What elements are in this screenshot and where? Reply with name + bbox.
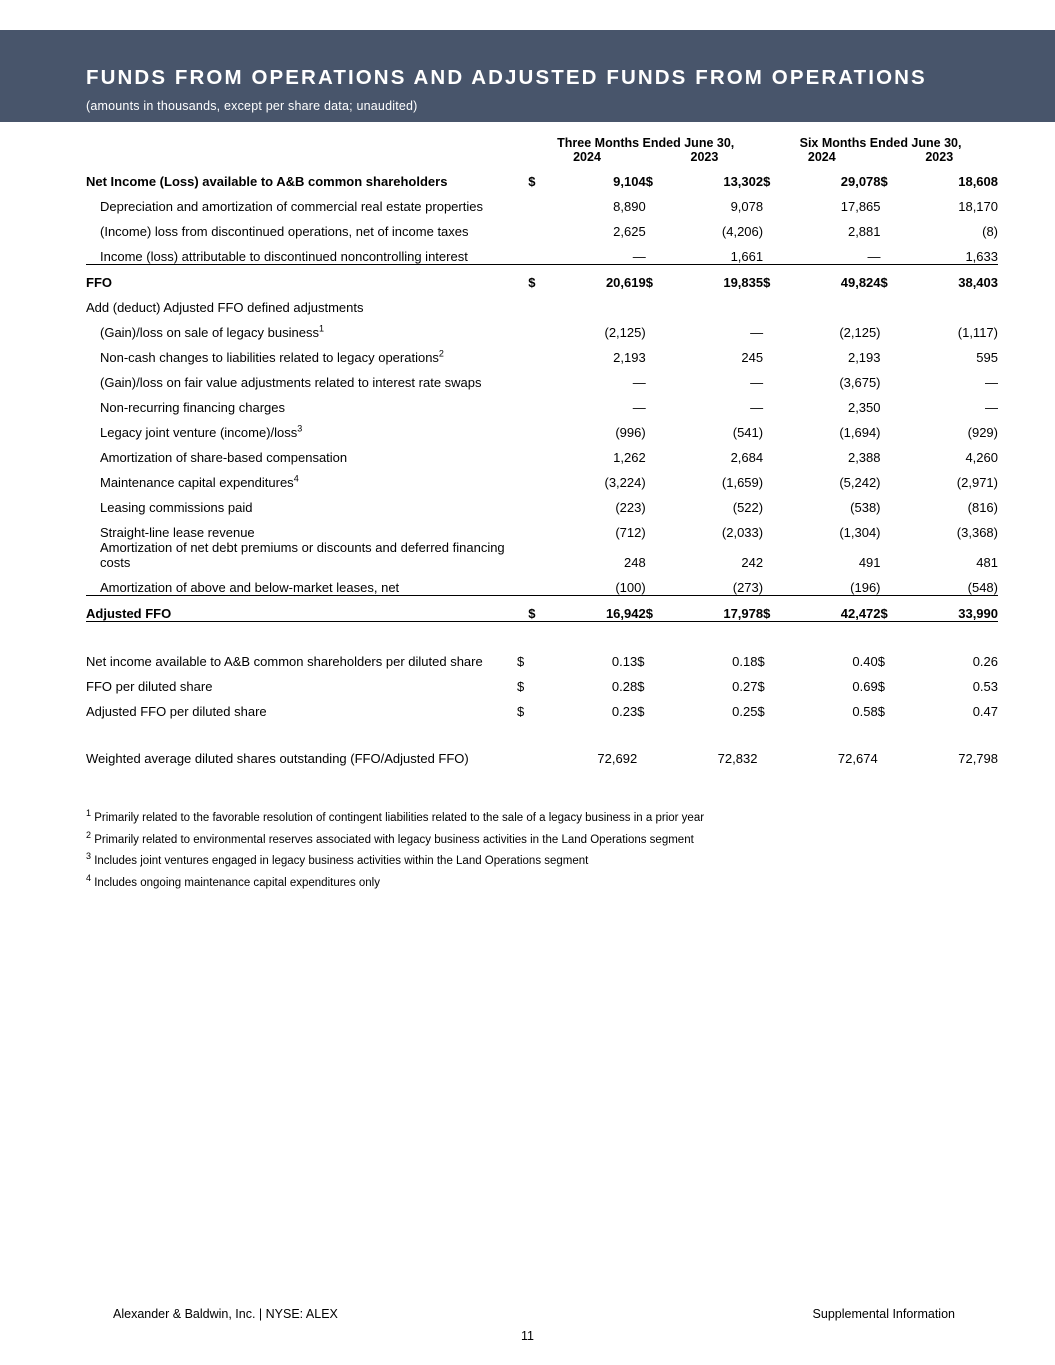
currency-symbol	[646, 440, 667, 465]
currency-symbol	[646, 490, 667, 515]
table-cell-value: (2,125)	[839, 325, 881, 340]
currency-symbol	[881, 415, 902, 440]
table-body	[86, 164, 998, 622]
table-cell-value: (4,206)	[721, 224, 764, 239]
table-cell-value: 0.25	[732, 704, 758, 719]
currency-symbol	[528, 415, 549, 440]
ffo-table	[86, 136, 998, 622]
table-cell-value: (8)	[982, 224, 998, 239]
currency-symbol: $	[528, 265, 549, 291]
table-cell-value: (2,033)	[721, 525, 764, 540]
table-row	[86, 340, 998, 365]
table-cell-value: 491	[858, 555, 881, 570]
table-row	[86, 490, 998, 515]
currency-symbol: $	[881, 265, 902, 291]
currency-symbol: $	[516, 704, 525, 719]
currency-symbol	[646, 340, 667, 365]
table-row	[86, 164, 998, 189]
table-cell-value: 248	[624, 555, 646, 570]
table-cell-value: 1,262	[613, 450, 646, 465]
table-cell-value	[785, 290, 881, 315]
table-cell-value	[902, 290, 998, 315]
table-cell-value: 9,104	[613, 174, 646, 189]
table-cell-value: 0.27	[732, 679, 758, 694]
table-cell-value: 481	[976, 555, 998, 570]
currency-symbol: $	[877, 679, 885, 694]
table-row	[86, 214, 998, 239]
currency-symbol	[763, 440, 784, 465]
table-cell-value: 29,078	[840, 174, 881, 189]
table-cell-value: 17,865	[840, 199, 881, 214]
currency-symbol	[763, 189, 784, 214]
table-row	[86, 669, 998, 694]
currency-symbol: $	[763, 265, 784, 291]
page-subtitle: (amounts in thousands, except per share data; unaudited)	[86, 99, 418, 113]
table-row	[86, 540, 998, 570]
row-label: Depreciation and amortization of commercial real estate properties	[100, 199, 483, 214]
row-label: Legacy joint venture (income)/loss$^3$	[100, 423, 303, 440]
currency-symbol: $	[637, 654, 645, 669]
currency-symbol	[528, 214, 549, 239]
currency-symbol	[763, 214, 784, 239]
currency-symbol: $	[646, 596, 667, 622]
currency-symbol	[528, 490, 549, 515]
table-cell-value: (538)	[850, 500, 881, 515]
currency-symbol	[881, 315, 902, 340]
table-cell-value: 242	[741, 555, 764, 570]
row-label: Income (loss) attributable to discontinued noncontrolling interest	[100, 249, 468, 264]
footnote-marker: 4	[86, 872, 92, 883]
table-cell-value: (5,242)	[839, 475, 881, 490]
table-row	[86, 390, 998, 415]
currency-symbol: $	[880, 174, 888, 189]
year-header-q2-2024: 2024	[573, 150, 601, 164]
currency-symbol	[646, 540, 667, 570]
table-cell-value: 72,832	[717, 751, 758, 766]
per-share-table	[86, 622, 998, 766]
currency-symbol	[881, 390, 902, 415]
currency-symbol	[763, 515, 784, 540]
currency-symbol	[637, 741, 659, 766]
table-cell-value: 2,193	[847, 350, 881, 365]
table-cell-value: 0.58	[852, 704, 878, 719]
row-label: Straight-line lease revenue	[100, 525, 255, 540]
currency-symbol	[528, 365, 549, 390]
currency-symbol	[763, 239, 784, 265]
currency-symbol	[528, 465, 549, 490]
table-row	[86, 415, 998, 440]
table-cell-value: (1,304)	[839, 525, 881, 540]
table-cell-value	[550, 290, 646, 315]
footnote: $^2$ Primarily related to environmental reserves associated with legacy business activities in the Land Operations segment	[86, 829, 694, 846]
table-cell-value: (100)	[615, 580, 646, 595]
year-header-ytd-2024: 2024	[807, 150, 836, 164]
table-cell-value: (2,125)	[604, 325, 646, 340]
table-cell-value: 33,990	[902, 596, 998, 622]
table-cell-value: (2,971)	[956, 475, 998, 490]
table-cell-value: 1,661	[730, 249, 764, 264]
currency-symbol	[528, 540, 549, 570]
table-cell-value: (1,117)	[957, 325, 998, 340]
currency-symbol: $	[763, 596, 784, 622]
page-title: FUNDS FROM OPERATIONS AND ADJUSTED FUNDS FROM OPERATIONS	[86, 66, 927, 89]
currency-symbol: $	[646, 265, 667, 291]
table-cell-value: 72,692	[597, 751, 638, 766]
currency-symbol	[646, 290, 667, 315]
row-label: Non-cash changes to liabilities related to legacy operations$^2$	[100, 348, 444, 365]
currency-symbol	[881, 214, 902, 239]
table-cell-value: 13,302	[723, 174, 764, 189]
year-header-spacer	[86, 150, 528, 164]
table-row	[86, 570, 998, 596]
table-cell-value: 72,674	[837, 751, 878, 766]
footnote-marker: 2	[86, 829, 92, 840]
row-label: Net income available to A&B common shareholders per diluted share	[86, 654, 483, 669]
currency-symbol	[757, 741, 779, 766]
group-header-six-months: Six Months Ended June 30,	[799, 136, 962, 150]
group-header-row	[86, 136, 998, 150]
table-row	[86, 644, 998, 669]
currency-symbol	[763, 365, 784, 390]
table-row	[86, 465, 998, 490]
table-cell-value: (522)	[732, 500, 764, 515]
currency-symbol: $	[757, 654, 765, 669]
row-label: Amortization of net debt premiums or discounts and deferred financing costs	[100, 540, 505, 570]
row-label: (Gain)/loss on sale of legacy business$^1$	[100, 323, 324, 340]
footnote: $^3$ Includes joint ventures engaged in legacy business activities within the Land Operations segment	[86, 851, 589, 867]
table-cell-value	[667, 290, 763, 315]
currency-symbol: $	[637, 704, 645, 719]
currency-symbol: $	[528, 174, 536, 189]
currency-symbol	[763, 290, 784, 315]
table-cell-value: 1,633	[965, 249, 998, 264]
currency-symbol: $	[645, 174, 653, 189]
currency-symbol	[881, 515, 902, 540]
currency-symbol	[763, 540, 784, 570]
table-cell-value: 18,170	[958, 199, 998, 214]
table-cell-value: 8,890	[613, 199, 646, 214]
currency-symbol	[763, 340, 784, 365]
table-row	[86, 741, 998, 766]
table-cell-value: (273)	[732, 580, 764, 595]
table-cell-value: 20,619	[550, 265, 646, 291]
footnote: $^1$ Primarily related to the favorable resolution of contingent liabilities related to the sale of a legacy business in a prior year	[86, 808, 705, 824]
table-cell-value: 18,608	[958, 174, 998, 189]
currency-symbol	[646, 239, 667, 265]
table-cell-value: 4,260	[965, 450, 998, 465]
table-row	[86, 189, 998, 214]
table-row	[86, 265, 998, 291]
currency-symbol	[763, 570, 784, 596]
currency-symbol	[528, 239, 549, 265]
currency-symbol	[646, 315, 667, 340]
currency-symbol	[881, 440, 902, 465]
table-cell-value: (541)	[732, 425, 764, 440]
group-header-three-months: Three Months Ended June 30,	[557, 136, 735, 150]
table-cell-value: 16,942	[550, 596, 646, 622]
table-cell-value: 17,978	[667, 596, 763, 622]
currency-symbol	[528, 440, 549, 465]
row-label: Non-recurring financing charges	[100, 400, 285, 415]
footnotes	[86, 808, 986, 894]
table-cell-value: 595	[976, 350, 998, 365]
table-cell-value: (3,368)	[956, 525, 998, 540]
year-header-q2-2023: 2023	[690, 150, 719, 164]
table-cell-value: —	[750, 375, 764, 390]
footnote-marker: 3	[86, 851, 92, 862]
currency-symbol: $	[757, 679, 765, 694]
footer-doc-type: Supplemental Information	[812, 1307, 955, 1321]
currency-symbol: $	[881, 596, 902, 622]
table-cell-value: —	[985, 400, 998, 415]
table-cell-value: 38,403	[902, 265, 998, 291]
table-cell-value: 0.69	[852, 679, 878, 694]
table-cell-value: —	[632, 375, 646, 390]
table-row	[86, 365, 998, 390]
table-row	[86, 694, 998, 719]
table-cell-value: —	[750, 325, 764, 340]
table-cell-value: 2,388	[847, 450, 881, 465]
currency-symbol: $	[757, 704, 765, 719]
row-label: Adjusted FFO	[86, 596, 528, 622]
table-cell-value: 2,881	[847, 224, 881, 239]
currency-symbol	[517, 741, 539, 766]
currency-symbol	[646, 390, 667, 415]
currency-symbol	[763, 315, 784, 340]
table-row	[86, 440, 998, 465]
table-cell-value: 9,078	[730, 199, 764, 214]
currency-symbol	[881, 365, 902, 390]
currency-symbol: $	[877, 654, 885, 669]
footer-page-number: 11	[521, 1329, 534, 1343]
table-cell-value: 0.26	[972, 654, 998, 669]
footer-company: Alexander & Baldwin, Inc. | NYSE: ALEX	[113, 1307, 338, 1321]
footnote-marker: 3	[297, 423, 303, 434]
table-cell-value: 0.28	[611, 679, 638, 694]
currency-symbol	[528, 390, 549, 415]
currency-symbol	[646, 415, 667, 440]
currency-symbol: $	[516, 654, 525, 669]
table-header	[86, 136, 998, 164]
currency-symbol: $	[763, 174, 771, 189]
row-label: (Income) loss from discontinued operations, net of income taxes	[100, 224, 469, 239]
row-label: Amortization of share-based compensation	[100, 450, 348, 465]
row-label: Leasing commissions paid	[100, 500, 253, 515]
table-cell-value: (816)	[967, 500, 998, 515]
table-cell-value: —	[985, 375, 998, 390]
table-cell-value: 2,625	[613, 224, 646, 239]
table-cell-value: 0.47	[972, 704, 998, 719]
currency-symbol: $	[637, 679, 645, 694]
footnote-marker: 2	[438, 348, 444, 359]
currency-symbol	[528, 570, 549, 596]
table-cell-value: 245	[741, 350, 764, 365]
table-cell-value: (196)	[850, 580, 881, 595]
row-label: Net Income (Loss) available to A&B common shareholders	[86, 174, 448, 189]
table-cell-value: (929)	[967, 425, 998, 440]
currency-symbol	[646, 570, 667, 596]
currency-symbol	[763, 390, 784, 415]
table-cell-value: 0.18	[732, 654, 758, 669]
year-header-row	[86, 150, 998, 164]
footnote-marker: 1	[86, 808, 92, 819]
table-cell-value: 0.23	[611, 704, 638, 719]
spacer	[86, 719, 998, 741]
table-row	[86, 290, 998, 315]
spacer	[86, 622, 998, 644]
table-cell-value: (3,675)	[839, 375, 881, 390]
table-cell-value: 0.13	[611, 654, 638, 669]
table-cell-value: (996)	[615, 425, 646, 440]
currency-symbol	[646, 515, 667, 540]
currency-symbol	[528, 515, 549, 540]
row-label: FFO per diluted share	[86, 679, 213, 694]
table-cell-value: 2,350	[847, 400, 881, 415]
currency-symbol	[881, 540, 902, 570]
currency-symbol	[528, 189, 549, 214]
row-label: Weighted average diluted shares outstanding (FFO/Adjusted FFO)	[86, 751, 469, 766]
currency-symbol	[881, 189, 902, 214]
currency-symbol	[646, 214, 667, 239]
row-label: Adjusted FFO per diluted share	[86, 704, 267, 719]
currency-symbol	[881, 239, 902, 265]
table-cell-value: (3,224)	[604, 475, 646, 490]
table-row	[86, 315, 998, 340]
currency-symbol	[528, 315, 549, 340]
table-cell-value: 0.53	[972, 679, 998, 694]
currency-symbol: $	[877, 704, 885, 719]
currency-symbol	[881, 490, 902, 515]
currency-symbol	[881, 340, 902, 365]
currency-symbol	[763, 415, 784, 440]
table-cell-value: 2,193	[613, 350, 646, 365]
table-cell-value: 42,472	[785, 596, 881, 622]
currency-symbol	[878, 741, 900, 766]
currency-symbol	[646, 365, 667, 390]
table-row	[86, 515, 998, 540]
currency-symbol	[528, 340, 549, 365]
currency-symbol: $	[528, 596, 549, 622]
table-row	[86, 239, 998, 265]
table-cell-value: 19,835	[667, 265, 763, 291]
row-label: Maintenance capital expenditures$^4$	[100, 473, 299, 490]
table-cell-value: (712)	[615, 525, 646, 540]
table-cell-value: —	[632, 400, 646, 415]
row-label: (Gain)/loss on fair value adjustments related to interest rate swaps	[100, 375, 482, 390]
table-cell-value: —	[867, 249, 881, 264]
table-cell-value: 2,684	[730, 450, 764, 465]
row-label: Amortization of above and below-market leases, net	[100, 580, 400, 595]
currency-symbol	[646, 189, 667, 214]
table-cell-value: 72,798	[958, 751, 998, 766]
table-cell-value: (223)	[615, 500, 646, 515]
table-cell-value: (548)	[967, 580, 998, 595]
table-cell-value: 0.40	[852, 654, 878, 669]
footnote-marker: 4	[293, 473, 299, 484]
footnote: $^4$ Includes ongoing maintenance capital expenditures only	[86, 872, 380, 889]
currency-symbol	[881, 465, 902, 490]
currency-symbol	[763, 490, 784, 515]
year-header-ytd-2023: 2023	[925, 150, 954, 164]
per-share-body	[86, 622, 998, 766]
currency-symbol	[646, 465, 667, 490]
footnote-marker: 1	[318, 323, 324, 334]
row-label: FFO	[86, 265, 528, 291]
currency-symbol: $	[516, 679, 525, 694]
table-row	[86, 596, 998, 622]
table-cell-value: 49,824	[785, 265, 881, 291]
financial-table-container	[86, 136, 998, 766]
currency-symbol	[881, 570, 902, 596]
table-cell-value: —	[632, 249, 646, 264]
table-cell-value: (1,659)	[721, 475, 764, 490]
currency-symbol	[528, 290, 549, 315]
table-cell-value: (1,694)	[839, 425, 881, 440]
group-header-spacer	[86, 136, 528, 150]
currency-symbol	[763, 465, 784, 490]
currency-symbol	[881, 290, 902, 315]
row-label: Add (deduct) Adjusted FFO defined adjustments	[86, 300, 364, 315]
table-cell-value: —	[750, 400, 764, 415]
